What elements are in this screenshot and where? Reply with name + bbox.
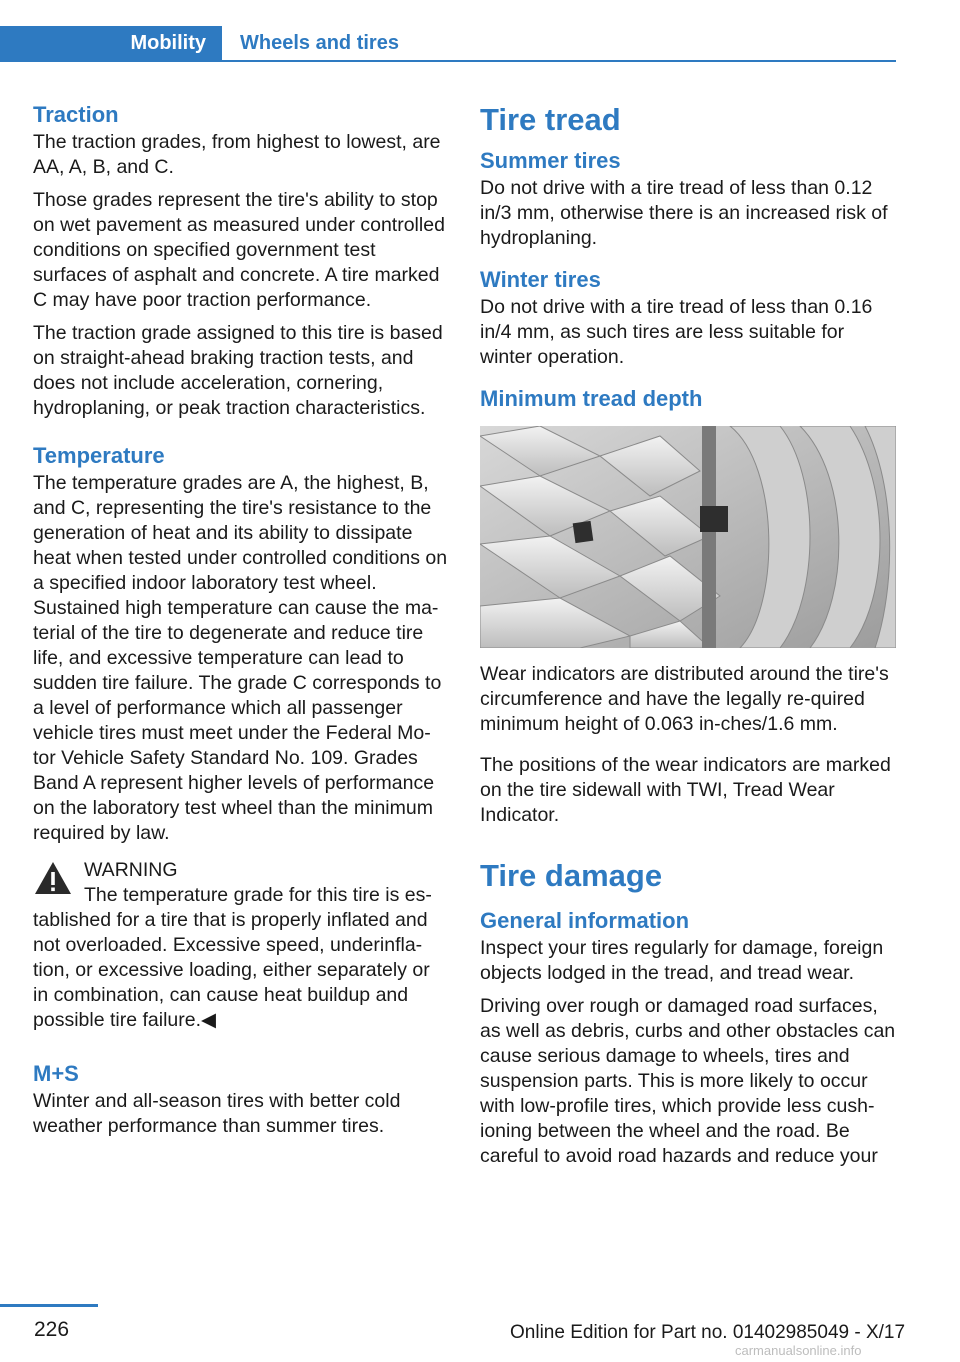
section-tab-wheels-and-tires[interactable]: Wheels and tires (240, 31, 399, 54)
footer-divider (0, 1304, 98, 1307)
tire-damage-paragraph-2: Driving over rough or damaged road surfaces, as well as debris, curbs and other obstacles can cause serious damage to wheels, tires and suspension parts. This is more likely to occur with low-profile tires, which provide less cush‐ioning between the wheel and the road. Be careful to avoid road hazards and reduce your (480, 995, 896, 1167)
ms-paragraph: Winter and all-season tires with better cold weather performance than summer tires. (33, 1090, 401, 1137)
traction-heading: Traction (33, 102, 119, 127)
winter-tires-heading: Winter tires (480, 267, 601, 292)
wear-indicators-text: Wear indicators are distributed around the tire's circumference and have the legally re‐quired minimum height of 0.063 in‐ches/1.6 mm. (480, 663, 889, 735)
watermark-text: carmanualsonline.info (735, 1343, 862, 1358)
ms-heading: M+S (33, 1061, 79, 1086)
tire-damage-paragraph-1: Inspect your tires regularly for damage, foreign objects lodged in the tread, and tread wear. (480, 937, 884, 984)
summer-tires-text: Do not drive with a tire tread of less than 0.12 in/3 mm, otherwise there is an increased risk of hydroplaning. (480, 177, 888, 249)
temperature-paragraph: The temperature grades are A, the highest, B, and C, representing the tire's resistance to the generation of heat and its ability to dissipate heat when tested under controlled conditions on a specified indoor laboratory test wheel. Sustained high temperature can cause the ma‐terial of the tire to degenerate and reduce tire life, and excessive temperature can lead to sudden tire failure. The grade C corresponds to a level of performance which all passenger vehicle tires must meet under the Federal Mo‐tor Vehicle Safety Standard No. 109. Grades Band A represent higher levels of performance on the laboratory test wheel than the minimum required by law. (33, 472, 448, 844)
traction-paragraph-1: The traction grades, from highest to lowest, are AA, A, B, and C. (33, 131, 441, 178)
tread-wear-indicator-image (480, 426, 896, 648)
edition-text: Online Edition for Part no. 01402985049 - X/17 (510, 1322, 906, 1343)
right-column (480, 100, 896, 1177)
winter-tires-text: Do not drive with a tire tread of less than 0.16 in/4 mm, as such tires are less suitable for winter operation. (480, 296, 873, 368)
tire-damage-heading: Tire damage (480, 858, 663, 893)
general-information-heading: General information (480, 908, 690, 933)
left-column (33, 100, 448, 1147)
warning-block (33, 858, 448, 1033)
warning-title: WARNING (84, 859, 178, 881)
wear-indicator-positions-text: The positions of the wear indicators are marked on the tire sidewall with TWI, Tread Wear Indicator. (480, 754, 891, 826)
summer-tires-heading: Summer tires (480, 148, 621, 173)
warning-icon (33, 860, 73, 896)
traction-paragraph-2: Those grades represent the tire's ability to stop on wet pavement as measured under controlled conditions on specified government test surfaces of asphalt and concrete. A tire marked C may have poor traction performance. (33, 189, 445, 311)
traction-paragraph-3: The traction grade assigned to this tire is based on straight-ahead braking traction tests, and does not include acceleration, cornering, hydroplaning, or peak traction characteristics. (33, 322, 443, 419)
page-number: 226 (34, 1318, 70, 1341)
warning-text: tablished for a tire that is properly inflated and not overloaded. Excessive speed, underinfla‐tion, or excessive loading, either separately or in combination, can cause heat buildup and possible tire failure.◀ (33, 909, 430, 1031)
page-header (0, 26, 896, 62)
minimum-tread-depth-heading: Minimum tread depth (480, 386, 703, 411)
warning-text-first-line: The temperature grade for this tire is es‐ (84, 884, 432, 906)
section-tab-mobility[interactable]: Mobility (0, 26, 222, 60)
tire-tread-heading: Tire tread (480, 102, 621, 137)
temperature-heading: Temperature (33, 443, 165, 468)
